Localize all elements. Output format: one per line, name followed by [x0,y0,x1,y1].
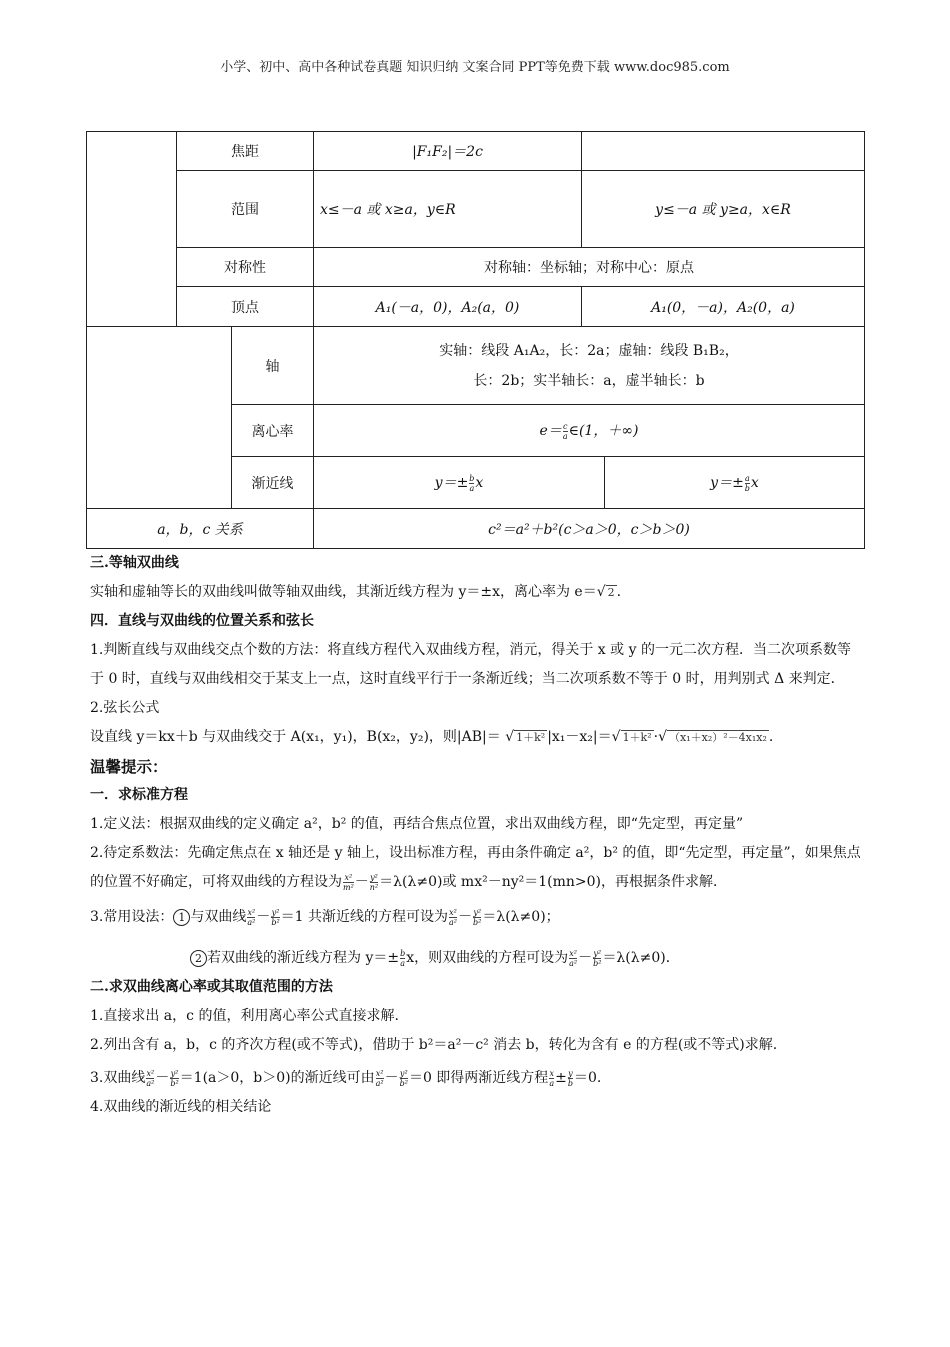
abc-label: a，b，c 关系 [87,509,314,549]
hyperbola-properties-table [86,131,865,549]
ecc-fraction: $\frac{c}{a}$ [562,421,568,441]
page-header: 小学、初中、高中各种试卷真题 知识归纳 文案合同 PPT等免费下载 www.doc985.com [220,60,730,75]
eccentricity-label: 离心率 [232,405,314,457]
s4-p3: 设直线 y＝kx＋b 与双曲线交于 A(x₁，y₁)，B(x₂，y₂)，则|AB|＝ √ 1＋k² |x₁－x₂|＝√ 1＋k² ·√ （x₁＋x₂）²－4x₁x₂ . [90,729,774,745]
s4-title: 四．直线与双曲线的位置关系和弦长 [90,613,314,629]
s4-p1: 1.判断直线与双曲线交点个数的方法：将直线方程代入双曲线方程，消元，得关于 x 或 y 的一元二次方程．当二次项系数等于 0 时，直线与双曲线相交于某支上一点，这时直线平行于一条渐近线；当二次项系数不等于 0 时，用判别式 Δ 来判定． [90,642,851,687]
range-y: y≤－a 或 y≥a，x∈R [582,171,865,248]
t1-title: 一．求标准方程 [90,787,188,803]
asymptote-y: y＝± $\frac{a}{b}$ x [605,457,865,509]
circled-2: 2 [190,950,207,967]
t2-p1: 1.直接求出 a，c 的值，利用离心率公式直接求解. [90,1008,399,1024]
t1-p1: 1.定义法：根据双曲线的定义确定 a²，b² 的值，再结合焦点位置，求出双曲线方程，即“先定型，再定量” [90,816,744,832]
abc-value: c²＝a²＋b²(c＞a＞0，c＞b＞0) [314,509,865,549]
asymptote-label: 渐近线 [232,457,314,509]
eccentricity-value [314,405,865,457]
focal-value: |F₁F₂|＝2c [314,132,582,171]
asym-y-fraction: $\frac{a}{b}$ [744,473,750,493]
symmetry-label: 对称性 [177,248,314,287]
ecc-post: ∈(1，＋∞) [568,423,639,440]
axis-line-2: 长：2b；实半轴长：a，虚半轴长：b [473,372,705,389]
s3-text: 实轴和虚轴等长的双曲线叫做等轴双曲线，其渐近线方程为 y＝±x，离心率为 e＝√ 2 . [90,584,622,600]
t1-p4: 2 若双曲线的渐近线方程为 y＝± $\frac{b}{a}$ x，则双曲线的方程可设为 $\frac{\text{x²}}{\text{a²}}$ － $\frac{\text{y²}}{\text{b²}}$ ＝λ(λ≠0)． [90,944,862,973]
vertex-y: A₁(0，－a)，A₂(0，a) [582,287,865,327]
t2-p2: 2.列出含有 a，b，c 的齐次方程(或不等式)，借助于 b²＝a²－c² 消去 b，转化为含有 e 的方程(或不等式)求解. [90,1037,778,1053]
asymptote-x: y＝± $\frac{b}{a}$ x [314,457,605,509]
tips-title: 温馨提示： [90,757,168,776]
asym-x-fraction: $\frac{b}{a}$ [469,473,475,493]
range-label: 范围 [177,171,314,248]
t2-p4: 4.双曲线的渐近线的相关结论 [90,1099,272,1115]
focal-value-y [582,132,865,171]
group-cell [87,132,177,327]
group-cell-2 [87,327,232,509]
vertex-x: A₁(－a，0)，A₂(a，0) [314,287,582,327]
symmetry-value: 对称轴：坐标轴；对称中心：原点 [314,248,865,287]
s3-title: 三.等轴双曲线 [90,555,179,571]
axis-label: 轴 [232,327,314,405]
t2-p3: 3.双曲线 $\frac{\text{x²}}{\text{a²}}$ － $\frac{\text{y²}}{\text{b²}}$ ＝1(a＞0，b＞0)的渐近线可由 $\frac{\text{x²}}{\text{a²}}$ － $\frac{\text{y²}}{\text{b²}}$ ＝0 即得两渐近线方程 $\frac{x}{a}$ ± $\frac{y}{b}$ ＝0. [90,1068,602,1088]
vertex-label: 顶点 [177,287,314,327]
axis-value [314,327,865,405]
axis-line-1: 实轴：线段 A₁A₂，长：2a；虚轴：线段 B₁B₂， [439,342,739,359]
range-x: x≤－a 或 x≥a，y∈R [314,171,582,248]
body-text [90,549,862,1122]
t2-title: 二.求双曲线离心率或其取值范围的方法 [90,979,333,995]
s4-p2: 2.弦长公式 [90,700,160,716]
t1-p2: 2.待定系数法：先确定焦点在 x 轴还是 y 轴上，设出标准方程，再由条件确定 a²，b² 的值，即“先定型，再定量”，如果焦点的位置不好确定，可将双曲线的方程设为 $\frac{\text{x²}}{\text{m²}}$ － $\frac{\text{y²}}{\text{n²}}$ ＝λ(λ≠0)或 mx²－ny²＝1(mn>0)，再根据条件求解． [90,845,861,892]
circled-1: 1 [173,909,190,926]
t1-p3: 3.常用设法： 1 与双曲线 $\frac{\text{x²}}{\text{a²}}$ － $\frac{\text{y²}}{\text{b²}}$ ＝1 共渐近线的方程可设为 $\frac{\text{x²}}{\text{a²}}$ － $\frac{\text{y²}}{\text{b²}}$ ＝λ(λ≠0)； [90,907,560,927]
focal-label: 焦距 [177,132,314,171]
ecc-pre: e＝ [539,423,562,440]
